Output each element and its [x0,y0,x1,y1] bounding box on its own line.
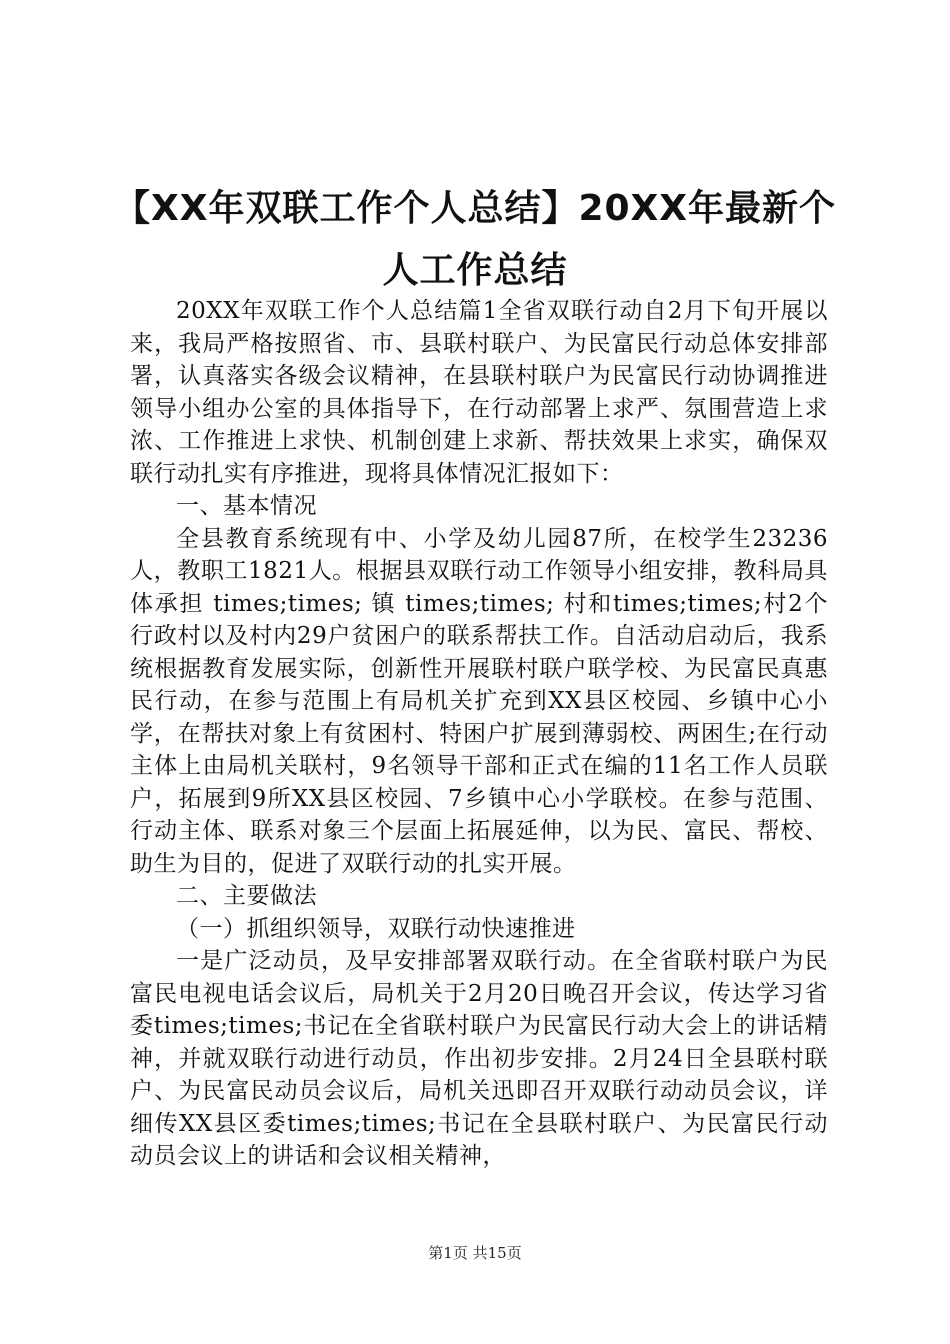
section-heading-basic: 一、基本情况 [176,493,317,519]
page-number-footer: 第1页 共15页 [428,1244,522,1262]
document-title: 【XX年双联工作个人总结】20XX年最新个人工作总结 [113,188,837,291]
mobilization-paragraph: 一是广泛动员，及早安排部署双联行动。在全省联村联户为民富民电视电话会议后，局机关于2月20日晚召开会议，传达学习省委times;times;书记在全省联村联户为民富民行动大会上的讲话精神，并就双联行动进行动员，作出初步安排。2月24日全县联村联户、为民富民动员会议后，局机关迅即召开双联行动动员会议，详细传XX县区委times;times;书记在全县联村联户、为民富民行动动员会议上的讲话和会议相关精神， [130,948,828,1169]
subsection-heading-organization: （一）抓组织领导，双联行动快速推进 [176,915,576,942]
intro-paragraph: 20XX年双联工作个人总结篇1全省双联行动自2月下旬开展以来，我局严格按照省、市、县联村联户、为民富民行动总体安排部署，认真落实各级会议精神，在县联村联户为民富民行动协调推进领导小组办公室的具体指导下，在行动部署上求严、氛围营造上求浓、工作推进上求快、机制创建上求新、帮扶效果上求实，确保双联行动扎实有序推进，现将具体情况汇报如下： [130,298,828,487]
basic-situation-paragraph: 全县教育系统现有中、小学及幼儿园87所，在校学生23236人，教职工1821人。根据县双联行动工作领导小组安排，教科局具体承担 times;times; 镇 times;times; 村和times;times;村2个行政村以及村内29户贫困户的联系帮扶工作。自活动启动后，我系统根据教育发展实际，创新性开展联村联户联学校、为民富民真惠民行动，在参与范围上有局机关扩充到XX县区校园、乡镇中心小学，在帮扶对象上有贫困村、特困户扩展到薄弱校、两困生;在行动主体上由局机关联村，9名领导干部和正式在编的11名工作人员联户，拓展到9所XX县区校园、7乡镇中心小学联校。在参与范围、行动主体、联系对象三个层面上拓展延伸，以为民、富民、帮校、助生为目的，促进了双联行动的扎实开展。 [130,525,828,877]
section-heading-methods: 二、主要做法 [176,883,317,909]
document-body [130,295,828,1173]
